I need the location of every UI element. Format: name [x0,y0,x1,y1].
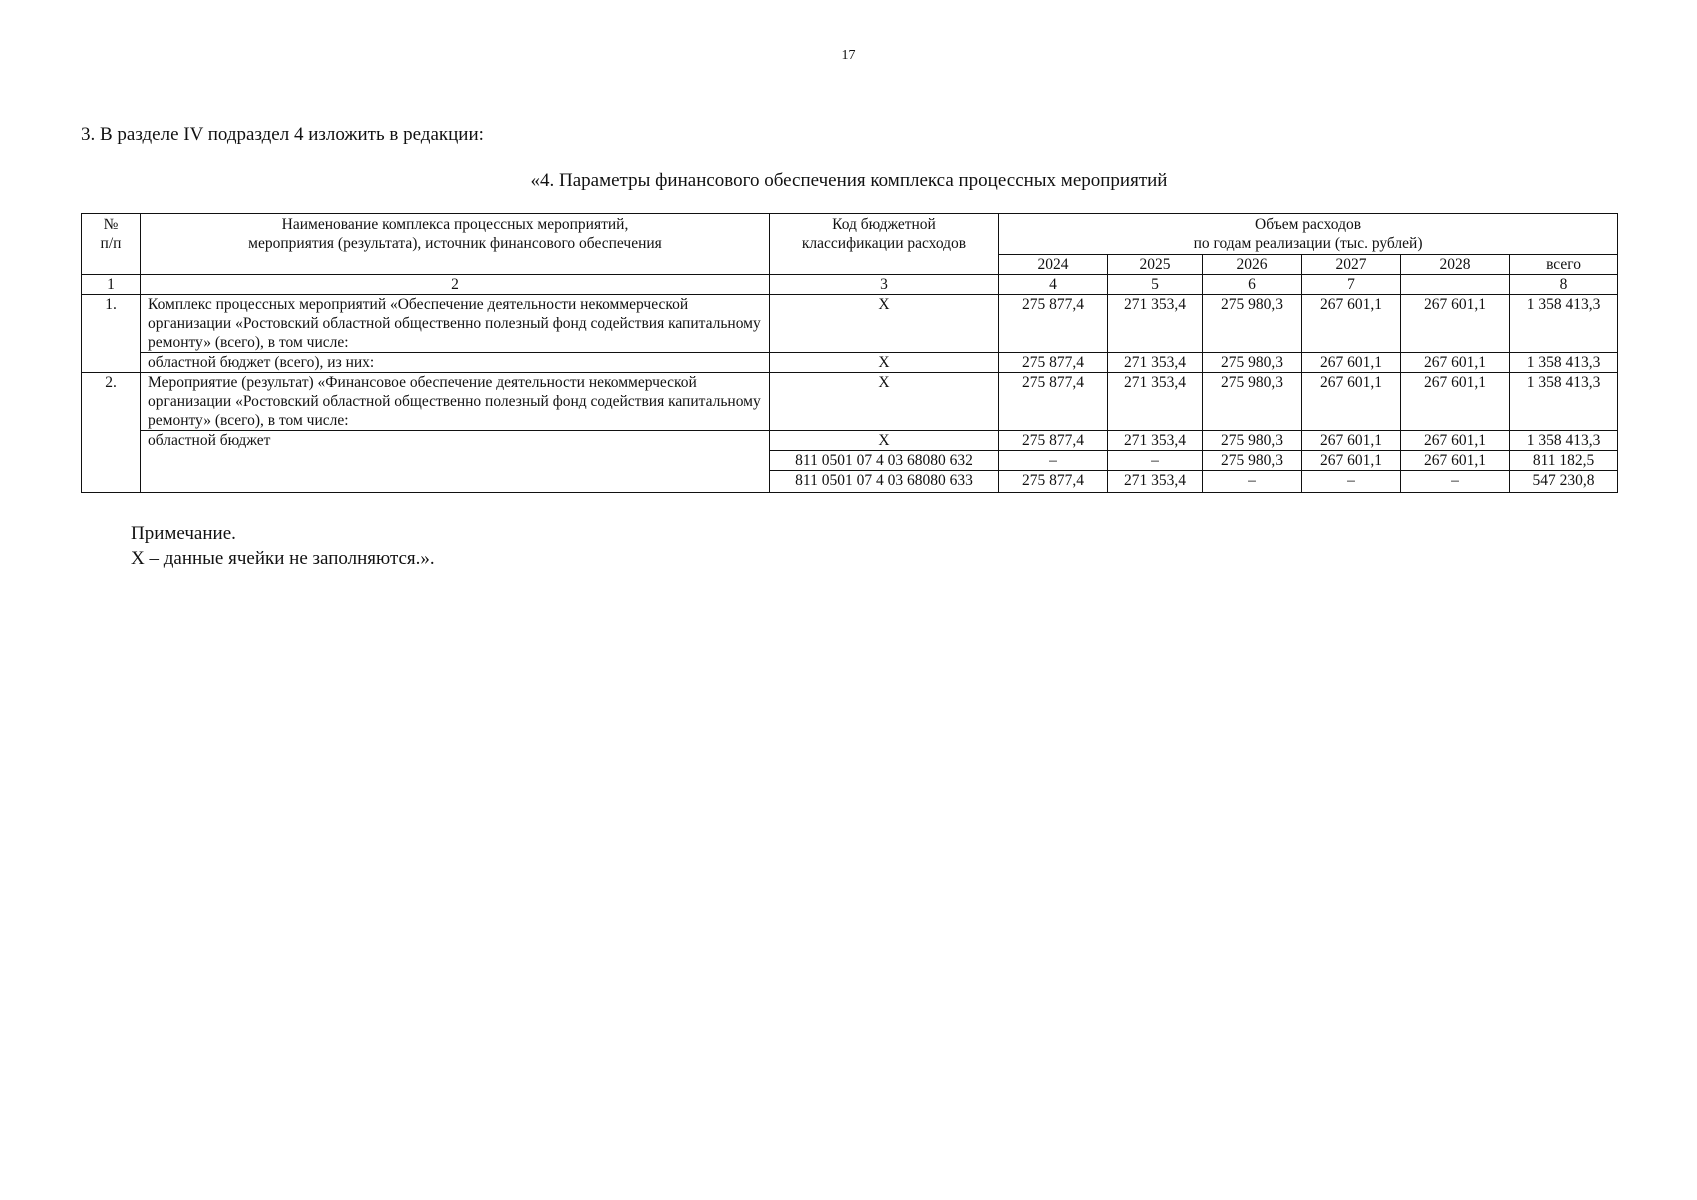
row-name: областной бюджет (всего), из них: [141,353,770,373]
row-name: Мероприятие (результат) «Финансовое обеспечение деятельности некоммерческой организации «Ростовский областной общественно полезный фонд содействия капитальному ремонту» (всего), в том числе: [141,373,770,431]
header-name-line2: мероприятия (результата), источник финансового обеспечения [248,235,662,252]
row-value-2025: 271 353,4 [1108,353,1203,373]
header-year-2027: 2027 [1302,255,1401,275]
page-number: 17 [841,48,856,63]
header-num-line2: п/п [100,235,122,252]
column-number: 8 [1510,275,1618,295]
header-volume-cell [999,214,1618,255]
header-volume-line2: по годам реализации (тыс. рублей) [1193,235,1423,252]
row-value-2024: 275 877,4 [999,431,1108,451]
row-value-total: 811 182,5 [1510,451,1618,471]
row-value-2027: – [1302,471,1401,493]
header-num-line1: № [103,216,119,233]
column-number: 3 [770,275,999,295]
header-code-line2: классификации расходов [801,235,967,252]
row-value-2025: 271 353,4 [1108,471,1203,493]
header-name-cell [141,214,770,275]
section-title: «4. Параметры финансового обеспечения комплекса процессных мероприятий [530,170,1168,191]
column-number [1401,275,1510,295]
row-code: X [770,373,999,431]
row-value-2027: 267 601,1 [1302,353,1401,373]
header-code-line1: Код бюджетной [832,216,936,233]
row-value-2025: – [1108,451,1203,471]
column-number: 2 [141,275,770,295]
table-row-complex [82,295,1618,353]
column-number: 7 [1302,275,1401,295]
row-value-2026: 275 980,3 [1203,295,1302,353]
row-value-2026: – [1203,471,1302,493]
row-value-2028: – [1401,471,1510,493]
row-value-2026: 275 980,3 [1203,431,1302,451]
row-code: X [770,431,999,451]
table-row-measure [82,373,1618,431]
header-year-total: всего [1510,255,1618,275]
note-text: X – данные ячейки не заполняются.». [131,548,435,569]
header-row-1 [82,214,1618,255]
row-value-2026: 275 980,3 [1203,353,1302,373]
row-code: X [770,295,999,353]
row-name: Комплекс процессных мероприятий «Обеспечение деятельности некоммерческой организации «Ростовский областной общественно полезный фонд содействия капитальному ремонту» (всего), в том числе: [141,295,770,353]
row-value-2025: 271 353,4 [1108,431,1203,451]
row-value-2025: 271 353,4 [1108,373,1203,431]
row-value-2025: 271 353,4 [1108,295,1203,353]
financing-table [81,213,1618,493]
column-numbers-row [82,275,1618,295]
row-code: 811 0501 07 4 03 68080 632 [770,451,999,471]
row-name: областной бюджет [141,431,770,493]
row-value-2027: 267 601,1 [1302,431,1401,451]
header-year-2024: 2024 [999,255,1108,275]
row-value-2024: 275 877,4 [999,295,1108,353]
row-value-2028: 267 601,1 [1401,451,1510,471]
row-number: 1. [82,295,141,373]
row-value-2026: 275 980,3 [1203,373,1302,431]
row-value-2028: 267 601,1 [1401,353,1510,373]
header-year-2026: 2026 [1203,255,1302,275]
row-value-total: 1 358 413,3 [1510,295,1618,353]
header-year-2028: 2028 [1401,255,1510,275]
row-value-total: 1 358 413,3 [1510,353,1618,373]
row-value-2027: 267 601,1 [1302,373,1401,431]
row-value-total: 1 358 413,3 [1510,373,1618,431]
header-year-2025: 2025 [1108,255,1203,275]
row-value-2026: 275 980,3 [1203,451,1302,471]
column-number: 6 [1203,275,1302,295]
row-value-2024: 275 877,4 [999,353,1108,373]
row-value-total: 1 358 413,3 [1510,431,1618,451]
row-value-2027: 267 601,1 [1302,295,1401,353]
row-value-2028: 267 601,1 [1401,431,1510,451]
column-number: 1 [82,275,141,295]
row-value-2028: 267 601,1 [1401,295,1510,353]
row-code: X [770,353,999,373]
intro-paragraph: 3. В разделе IV подраздел 4 изложить в редакции: [81,124,484,145]
row-value-2027: 267 601,1 [1302,451,1401,471]
note-heading: Примечание. [131,523,236,544]
row-value-total: 547 230,8 [1510,471,1618,493]
row-value-2024: 275 877,4 [999,471,1108,493]
row-code: 811 0501 07 4 03 68080 633 [770,471,999,493]
row-value-2024: – [999,451,1108,471]
row-value-2028: 267 601,1 [1401,373,1510,431]
table-row-complex-regional [82,353,1618,373]
table-row-measure-regional [82,431,1618,451]
row-number: 2. [82,373,141,493]
note-block [131,521,435,571]
column-number: 4 [999,275,1108,295]
header-num-cell [82,214,141,275]
header-name-line1: Наименование комплекса процессных мероприятий, [281,216,629,233]
header-volume-line1: Объем расходов [1255,216,1362,233]
row-value-2024: 275 877,4 [999,373,1108,431]
column-number: 5 [1108,275,1203,295]
header-code-cell [770,214,999,275]
